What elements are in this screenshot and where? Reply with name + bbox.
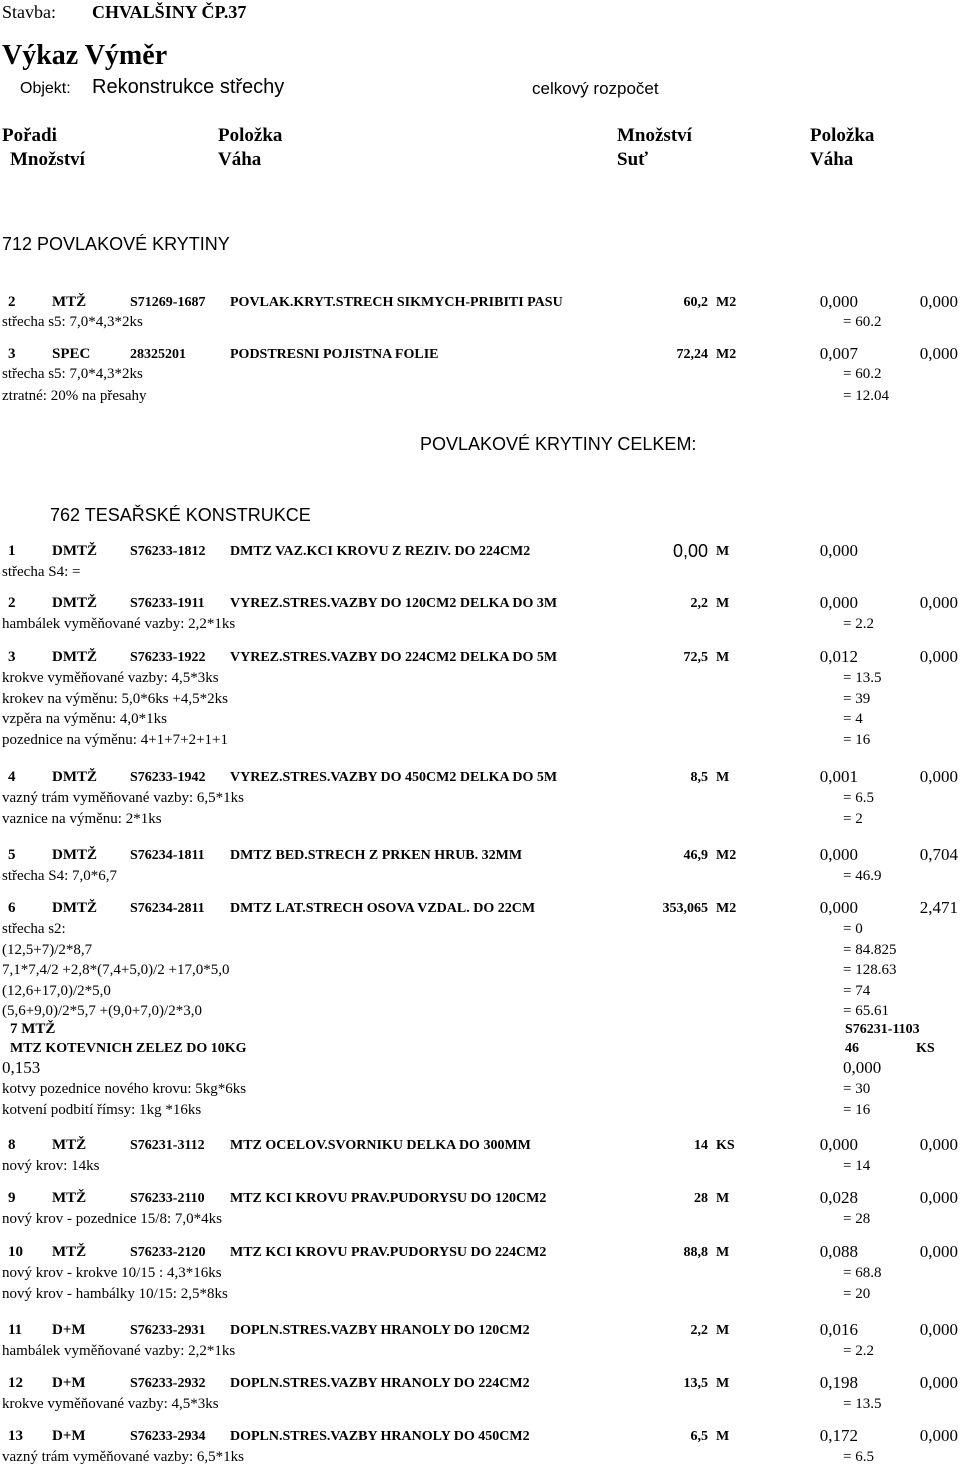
item7-quantity: 46 [845, 1041, 859, 1056]
calc-line: střecha s5: 7,0*4,3*2ks [2, 314, 143, 330]
item-code: S76233-1922 [130, 650, 206, 665]
item-quantity: 88,8 [683, 1245, 708, 1260]
item-number: 3 [8, 346, 16, 362]
calc-result: = 14 [843, 1158, 871, 1174]
column-header-polozka: Položka [218, 125, 283, 146]
calc-result: = 46.9 [843, 868, 882, 884]
item-number: 11 [8, 1322, 23, 1338]
item-quantity: 72,5 [683, 650, 708, 665]
calc-line: krokve vyměňované vazby: 4,5*3ks [2, 670, 219, 686]
item-weight: 0,172 [819, 1426, 858, 1445]
item-unit: M2 [716, 295, 737, 310]
item-type: DMTŽ [52, 900, 97, 916]
item-debris-weight: 0,000 [919, 1135, 958, 1154]
item-unit: M [716, 1245, 730, 1260]
item-debris-weight: 0,000 [919, 1320, 958, 1339]
stavba-value: CHVALŠINY ČP.37 [92, 2, 247, 22]
calc-line: nový krov - krokve 10/15 : 4,3*16ks [2, 1265, 222, 1281]
item-code: S76233-2934 [130, 1429, 206, 1444]
item-description: DOPLN.STRES.VAZBY HRANOLY DO 224CM2 [230, 1376, 530, 1391]
item-number: 6 [8, 900, 16, 916]
item-number: 8 [8, 1137, 16, 1153]
item-code: S76234-1811 [130, 848, 205, 863]
calc-line: kotvení podbití římsy: 1kg *16ks [2, 1102, 202, 1118]
item7-description: MTZ KOTEVNICH ZELEZ DO 10KG [10, 1041, 247, 1056]
calc-result: = 16 [843, 1102, 871, 1118]
item-description: VYREZ.STRES.VAZBY DO 450CM2 DELKA DO 5M [230, 770, 558, 785]
item-weight: 0,000 [819, 1135, 858, 1154]
stavba-label: Stavba: [2, 2, 56, 22]
item-weight: 0,000 [819, 292, 858, 311]
item-code: 28325201 [130, 347, 186, 362]
item-number: 12 [8, 1375, 23, 1391]
item-quantity: 46,9 [683, 848, 708, 863]
item7-weight: 0,153 [2, 1058, 41, 1077]
item-weight: 0,198 [819, 1373, 858, 1392]
calc-result: = 0 [843, 921, 863, 937]
item-description: DMTZ BED.STRECH Z PRKEN HRUB. 32MM [230, 848, 523, 863]
calc-line: krokve vyměňované vazby: 4,5*3ks [2, 1396, 219, 1412]
item-unit: M [716, 596, 730, 611]
item-debris-weight: 0,000 [919, 1426, 958, 1445]
item-code: S76233-2932 [130, 1376, 206, 1391]
item-type: DMTŽ [52, 649, 97, 665]
item-description: DOPLN.STRES.VAZBY HRANOLY DO 120CM2 [230, 1323, 530, 1338]
column-header-poradi: Pořadi [2, 125, 57, 146]
item-code: S76233-2110 [130, 1191, 205, 1206]
item-description: MTZ KCI KROVU PRAV.PUDORYSU DO 224CM2 [230, 1245, 547, 1260]
item-weight: 0,028 [819, 1188, 858, 1207]
calc-result: = 28 [843, 1211, 871, 1227]
item-number: 4 [8, 769, 16, 785]
item-debris-weight: 0,000 [919, 767, 958, 786]
item-debris-weight: 0,000 [919, 1373, 958, 1392]
section-title-712: 712 POVLAKOVÉ KRYTINY [2, 234, 230, 254]
calc-result: = 13.5 [843, 670, 882, 686]
item-number: 2 [8, 294, 16, 310]
item-number: 10 [8, 1244, 23, 1260]
calc-line: kotvy pozednice nového krovu: 5kg*6ks [2, 1081, 247, 1097]
item-quantity: 2,2 [690, 596, 708, 611]
item-debris-weight: 0,704 [919, 845, 958, 864]
item-quantity: 0,00 [672, 541, 708, 561]
item-number: 1 [8, 543, 16, 559]
calc-result: = 84.825 [843, 941, 897, 958]
item-number: 3 [8, 649, 16, 665]
calc-line: hambálek vyměňované vazby: 2,2*1ks [2, 1343, 236, 1359]
item-code: S76233-1911 [130, 596, 205, 611]
rozpocet-label: celkový rozpočet [532, 79, 659, 98]
item-type: MTŽ [52, 1244, 87, 1260]
calc-result: = 60.2 [843, 366, 882, 382]
calc-line: nový krov: 14ks [2, 1158, 100, 1174]
calc-result: = 2.2 [843, 616, 874, 632]
item-type: DMTŽ [52, 847, 97, 863]
page-title: Výkaz Výměr [2, 40, 168, 71]
item-quantity: 60,2 [683, 295, 708, 310]
item-number: 2 [8, 595, 16, 611]
item-unit: M [716, 1323, 730, 1338]
item-type: D+M [52, 1322, 86, 1338]
calc-line: pozednice na výměnu: 4+1+7+2+1+1 [2, 731, 228, 748]
item-debris-weight: 0,000 [919, 292, 958, 311]
calc-result: = 16 [843, 731, 871, 748]
item-number: 13 [8, 1428, 23, 1444]
calc-line: nový krov - hambálky 10/15: 2,5*8ks [2, 1285, 228, 1302]
item-debris-weight: 0,000 [919, 1242, 958, 1261]
item-type: D+M [52, 1428, 86, 1444]
item-code: S71269-1687 [130, 295, 206, 310]
item-unit: M [716, 544, 730, 559]
calc-result: = 128.63 [843, 962, 897, 978]
item-weight: 0,001 [819, 767, 858, 786]
item-unit: M [716, 650, 730, 665]
item-weight: 0,088 [819, 1242, 858, 1261]
item-type: D+M [52, 1375, 86, 1391]
calc-line: (12,5+7)/2*8,7 [2, 941, 93, 958]
calc-result: = 2.2 [843, 1343, 874, 1359]
calc-result: = 74 [843, 982, 871, 999]
item-description: VYREZ.STRES.VAZBY DO 120CM2 DELKA DO 3M [230, 596, 558, 611]
calc-line: nový krov - pozednice 15/8: 7,0*4ks [2, 1211, 222, 1227]
item-unit: M [716, 770, 730, 785]
calc-result: = 13.5 [843, 1396, 882, 1412]
calc-line: vazný trám vyměňované vazby: 6,5*1ks [2, 1449, 245, 1465]
calc-result: = 20 [843, 1285, 871, 1302]
item-description: DMTZ VAZ.KCI KROVU Z REZIV. DO 224CM2 [230, 544, 531, 559]
item-unit: M [716, 1429, 730, 1444]
item-code: S76231-3112 [130, 1138, 205, 1153]
item-quantity: 2,2 [690, 1323, 708, 1338]
item-unit: M2 [716, 347, 737, 362]
item-unit: M2 [716, 848, 737, 863]
item-type: DMTŽ [52, 595, 97, 611]
item7-debris-weight: 0,000 [843, 1058, 882, 1077]
calc-line: střecha s2: [2, 921, 66, 937]
column-header-vaha-2: Váha [810, 149, 854, 170]
item-quantity: 13,5 [683, 1376, 708, 1391]
item-type: SPEC [52, 346, 91, 362]
item7-code: S76231-1103 [845, 1022, 920, 1037]
item-quantity: 28 [694, 1191, 708, 1206]
item-code: S76233-2120 [130, 1245, 206, 1260]
item-debris-weight: 0,000 [919, 647, 958, 666]
item-weight: 0,000 [819, 541, 858, 560]
item-description: POVLAK.KRYT.STRECH SIKMYCH-PRIBITI PASU [230, 295, 563, 310]
item-type: DMTŽ [52, 769, 97, 785]
item-weight: 0,000 [819, 898, 858, 917]
item7-unit: KS [916, 1041, 935, 1056]
item-debris-weight: 0,000 [919, 344, 958, 363]
calc-line: vaznice na výměnu: 2*1ks [2, 810, 162, 827]
item-debris-weight: 0,000 [919, 1188, 958, 1207]
item-number: 9 [8, 1190, 16, 1206]
calc-result: = 12.04 [843, 388, 889, 404]
item-quantity: 72,24 [676, 347, 708, 362]
item-unit: M [716, 1191, 730, 1206]
item-weight: 0,007 [819, 344, 858, 363]
item-type: MTŽ [52, 1137, 87, 1153]
calc-line: střecha S4: = [2, 564, 81, 580]
item-description: DOPLN.STRES.VAZBY HRANOLY DO 450CM2 [230, 1429, 530, 1444]
item-description: MTZ OCELOV.SVORNIKU DELKA DO 300MM [230, 1138, 531, 1153]
item-weight: 0,012 [819, 647, 858, 666]
item-quantity: 14 [694, 1138, 708, 1153]
calc-result: = 68.8 [843, 1265, 882, 1281]
column-header-sut: Suť [617, 149, 649, 170]
item7-number-type: 7 MTŽ [10, 1021, 56, 1037]
calc-line: ztratné: 20% na přesahy [2, 388, 147, 404]
column-header-vaha: Váha [218, 149, 262, 170]
item-weight: 0,016 [819, 1320, 858, 1339]
calc-line: (12,6+17,0)/2*5,0 [2, 982, 111, 999]
calc-line: vzpěra na výměnu: 4,0*1ks [2, 711, 167, 727]
item-quantity: 8,5 [690, 770, 708, 785]
item-unit: M2 [716, 901, 737, 916]
calc-line: střecha S4: 7,0*6,7 [2, 868, 117, 884]
calc-result: = 2 [843, 810, 863, 827]
item-type: MTŽ [52, 294, 87, 310]
item-type: DMTŽ [52, 543, 97, 559]
calc-result: = 65.61 [843, 1003, 889, 1019]
calc-result: = 60.2 [843, 314, 882, 330]
calc-line: vazný trám vyměňované vazby: 6,5*1ks [2, 790, 245, 806]
section-title-762: 762 TESAŘSKÉ KONSTRUKCE [50, 505, 311, 525]
item-description: MTZ KCI KROVU PRAV.PUDORYSU DO 120CM2 [230, 1191, 547, 1206]
item-quantity: 353,065 [662, 901, 708, 916]
item-debris-weight: 2,471 [919, 898, 958, 917]
item-description: VYREZ.STRES.VAZBY DO 224CM2 DELKA DO 5M [230, 650, 558, 665]
calc-line: 7,1*7,4/2 +2,8*(7,4+5,0)/2 +17,0*5,0 [2, 962, 230, 978]
section-total-label: POVLAKOVÉ KRYTINY CELKEM: [420, 434, 697, 454]
column-header-polozka-2: Položka [810, 125, 875, 146]
column-header-mnozstvi-2: Množství [617, 125, 692, 146]
objekt-label: Objekt: [20, 80, 71, 97]
objekt-value: Rekonstrukce střechy [92, 76, 285, 98]
item-unit: KS [716, 1138, 735, 1153]
item-description: PODSTRESNI POJISTNA FOLIE [230, 347, 439, 362]
calc-result: = 30 [843, 1081, 871, 1097]
column-header-mnozstvi: Množství [10, 149, 85, 170]
calc-line: hambálek vyměňované vazby: 2,2*1ks [2, 616, 236, 632]
item-debris-weight: 0,000 [919, 593, 958, 612]
calc-result: = 39 [843, 690, 871, 707]
item-unit: M [716, 1376, 730, 1391]
item-description: DMTZ LAT.STRECH OSOVA VZDAL. DO 22CM [230, 901, 536, 916]
item-code: S76234-2811 [130, 901, 205, 916]
item-code: S76233-2931 [130, 1323, 206, 1338]
calc-result: = 6.5 [843, 790, 874, 806]
item-weight: 0,000 [819, 593, 858, 612]
calc-line: střecha s5: 7,0*4,3*2ks [2, 366, 143, 382]
item-quantity: 6,5 [690, 1429, 708, 1444]
item-weight: 0,000 [819, 845, 858, 864]
calc-line: (5,6+9,0)/2*5,7 +(9,0+7,0)/2*3,0 [2, 1003, 202, 1019]
item-type: MTŽ [52, 1190, 87, 1206]
calc-result: = 6.5 [843, 1449, 874, 1465]
calc-result: = 4 [843, 711, 863, 727]
calc-line: krokev na výměnu: 5,0*6ks +4,5*2ks [2, 690, 228, 707]
item-number: 5 [8, 847, 16, 863]
item-code: S76233-1812 [130, 544, 206, 559]
item-code: S76233-1942 [130, 770, 206, 785]
